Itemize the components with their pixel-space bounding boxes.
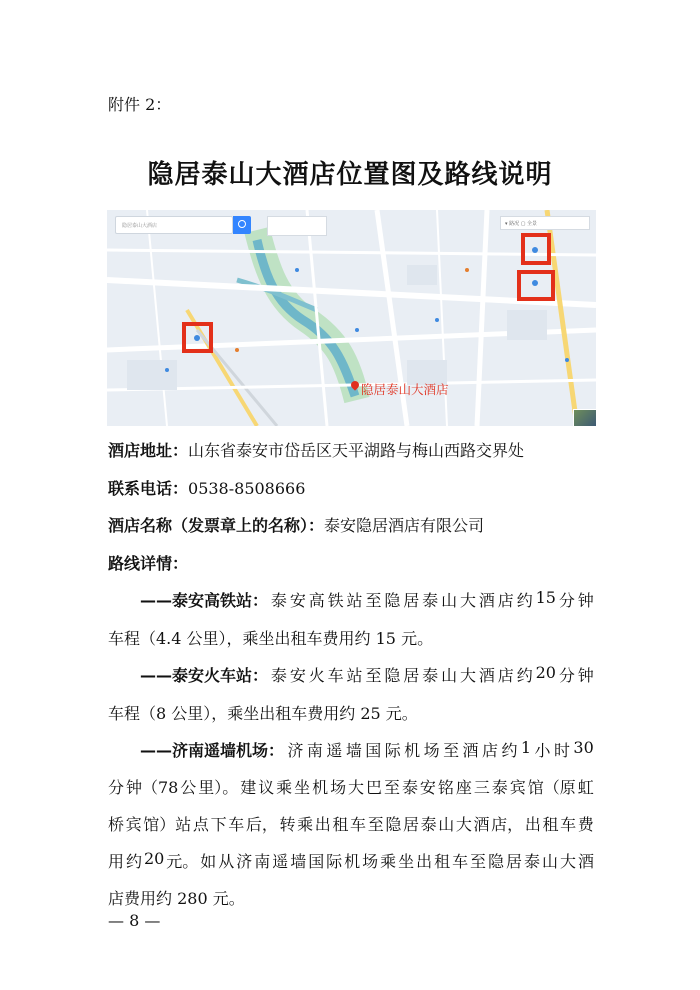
map-route-panel[interactable] <box>267 216 327 236</box>
route-3-line-2: 分 钟（78 公 里）。 建 议 乘 坐 机 场 大 巴 至 泰 安 铭 座 三 泰 宾 馆（原 虹 <box>108 778 594 797</box>
hotel-name-row <box>108 513 484 536</box>
routes-label: 路线详情： <box>108 554 189 573</box>
route-3-line-4: 用 约 20 元。 如 从 济 南 遥 墙 国 际 机 场 乘 坐 出 租 车 至 隐 居 泰 山 大 酒 <box>108 849 594 871</box>
hotel-name-label: 酒店名称（发票章上的名称）： <box>108 516 325 535</box>
page-number: — 8 — <box>108 911 161 930</box>
map-toolbar[interactable]: ▾ 路况 ▢ 全景 <box>500 216 590 230</box>
route-3-lead: ——济南遥墙机场： <box>140 741 285 760</box>
satellite-toggle-thumbnail[interactable] <box>573 409 596 426</box>
phone-label: 联系电话： <box>108 479 189 498</box>
address-value: 山东省泰安市岱岳区天平湖路与梅山西路交界处 <box>188 441 525 460</box>
phone-value: 0538-8508666 <box>188 479 306 498</box>
route-2-line-2: 车程（8 公里），乘坐出租车费用约 25 元。 <box>108 704 418 723</box>
route-2-line-1: ——泰安火车站： 泰 安 火 车 站 至 隐 居 泰 山 大 酒 店 约 20 分 钟 <box>140 663 594 685</box>
address-label: 酒店地址： <box>108 441 189 460</box>
page-title: 隐居泰山大酒店位置图及路线说明 <box>147 160 553 190</box>
highlight-box-high-speed-station <box>182 322 213 353</box>
highlight-box-train-station <box>517 270 555 301</box>
hotel-name-value: 泰安隐居酒店有限公司 <box>324 516 485 535</box>
highlight-box-north-poi <box>521 233 551 265</box>
map-search-input[interactable]: 隐居泰山大酒店 <box>115 216 233 234</box>
hotel-map-label[interactable]: 隐居泰山大酒店 <box>361 382 449 397</box>
route-3-line-3: 桥 宾 馆）站 点 下 车 后， 转 乘 出 租 车 至 隐 居 泰 山 大 酒 店， 出 租 车 费 <box>108 815 594 834</box>
address-row <box>108 438 524 461</box>
route-1-lead: ——泰安高铁站： <box>140 591 269 610</box>
route-2-lead: ——泰安火车站： <box>140 666 269 685</box>
route-3-line-5: 店费用约 280 元。 <box>108 889 245 908</box>
routes-heading <box>108 551 188 574</box>
route-1-line-1: ——泰安高铁站： 泰 安 高 铁 站 至 隐 居 泰 山 大 酒 店 约 15 分 钟 <box>140 588 594 610</box>
search-icon[interactable] <box>233 216 251 234</box>
route-3-line-1: ——济南遥墙机场： 济 南 遥 墙 国 际 机 场 至 酒 店 约 1 小 时 30 <box>140 738 594 760</box>
phone-row <box>108 476 305 499</box>
location-map[interactable] <box>107 210 596 426</box>
route-1-line-2: 车程（4.4 公里），乘坐出租车费用约 15 元。 <box>108 629 434 648</box>
attachment-label: 附件 2： <box>108 95 172 114</box>
